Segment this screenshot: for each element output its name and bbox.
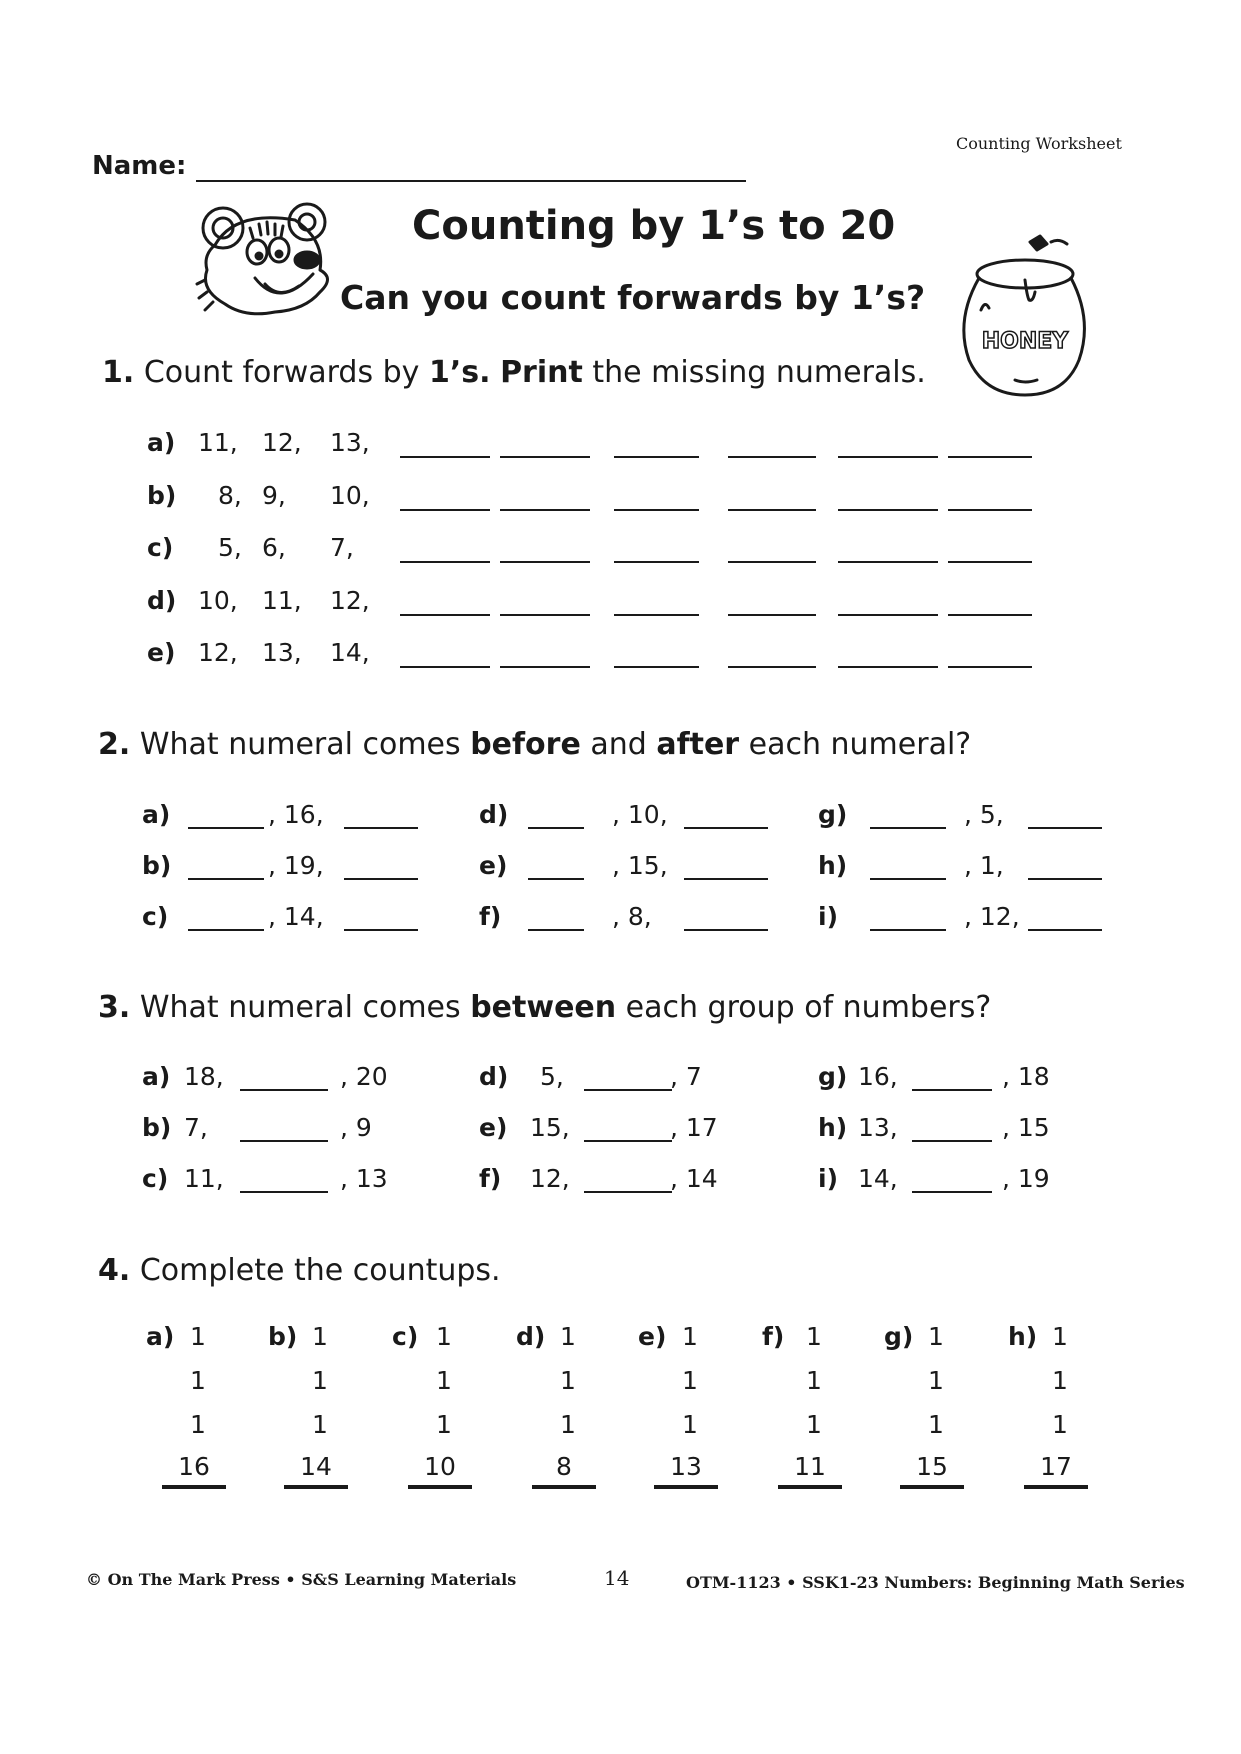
given-number: 10,	[330, 480, 370, 510]
first-number: 14,	[858, 1164, 898, 1193]
question-1: 1. Count forwards by 1’s. Print the missing numerals.	[102, 355, 926, 390]
name-label: Name:	[92, 151, 187, 181]
countup-number: 1	[806, 1322, 822, 1351]
answer-blank[interactable]	[948, 561, 1032, 563]
item-label: i)	[818, 1164, 838, 1193]
countup-number: 1	[682, 1322, 698, 1351]
between-blank[interactable]	[584, 1089, 672, 1091]
answer-blank[interactable]	[728, 666, 816, 668]
between-blank[interactable]	[912, 1140, 992, 1142]
item-label: h)	[818, 1113, 848, 1142]
countup-label: g)	[884, 1322, 914, 1351]
last-number: , 13	[340, 1164, 388, 1193]
countup-number: 1	[928, 1366, 944, 1395]
row-label: b)	[147, 480, 177, 510]
countup-number: 1	[806, 1366, 822, 1395]
answer-blank[interactable]	[838, 614, 938, 616]
honey-pot-illustration	[955, 230, 1095, 420]
after-blank[interactable]	[344, 929, 418, 931]
given-number: , 5,	[964, 800, 1004, 829]
item-label: f)	[479, 902, 502, 931]
answer-blank[interactable]	[838, 561, 938, 563]
given-number: 6,	[262, 533, 286, 562]
countup-label: a)	[146, 1322, 175, 1351]
row-label: d)	[147, 585, 177, 615]
item-label: a)	[142, 800, 171, 829]
countup-number: 1	[190, 1322, 206, 1351]
countup-label: c)	[392, 1322, 419, 1351]
countup-target: 14	[284, 1452, 348, 1489]
countup-number: 1	[560, 1366, 576, 1395]
row-label: e)	[147, 638, 176, 667]
answer-blank[interactable]	[614, 456, 699, 458]
first-number: 15,	[530, 1113, 570, 1142]
worksheet-type-label: Counting Worksheet	[956, 134, 1122, 153]
item-label: e)	[479, 1113, 508, 1142]
countup-number: 1	[1052, 1366, 1068, 1395]
countup-number: 1	[312, 1410, 328, 1439]
item-label: d)	[479, 800, 509, 829]
question-number: 1.	[102, 355, 135, 390]
last-number: , 18	[1002, 1062, 1050, 1091]
countup-number: 1	[560, 1410, 576, 1439]
between-blank[interactable]	[584, 1191, 672, 1193]
before-blank[interactable]	[528, 827, 584, 829]
countup-label: e)	[638, 1322, 667, 1351]
answer-blank[interactable]	[728, 614, 816, 616]
item-label: c)	[142, 902, 169, 931]
first-number: 16,	[858, 1062, 898, 1091]
given-number: 14,	[330, 638, 370, 667]
answer-blank[interactable]	[948, 456, 1032, 458]
first-number: 11,	[184, 1164, 224, 1193]
item-label: b)	[142, 1113, 172, 1142]
last-number: , 17	[670, 1113, 718, 1142]
before-blank[interactable]	[188, 929, 264, 931]
first-number: 7,	[184, 1113, 208, 1142]
last-number: , 19	[1002, 1164, 1050, 1193]
given-number: 11,	[262, 585, 302, 615]
item-label: e)	[479, 851, 508, 880]
countup-number: 1	[190, 1366, 206, 1395]
between-blank[interactable]	[912, 1089, 992, 1091]
before-blank[interactable]	[188, 827, 264, 829]
answer-blank[interactable]	[614, 666, 699, 668]
page-number: 14	[604, 1566, 630, 1590]
answer-blank[interactable]	[400, 561, 490, 563]
before-blank[interactable]	[528, 929, 584, 931]
answer-blank[interactable]	[500, 561, 590, 563]
countup-number: 1	[312, 1322, 328, 1351]
given-number: 9,	[262, 480, 286, 510]
after-blank[interactable]	[684, 929, 768, 931]
after-blank[interactable]	[684, 878, 768, 880]
answer-blank[interactable]	[948, 509, 1032, 511]
given-number: 10,	[198, 585, 238, 615]
bear-illustration	[195, 200, 335, 340]
countup-number: 1	[560, 1322, 576, 1351]
answer-blank[interactable]	[400, 614, 490, 616]
page-title: Counting by 1’s to 20	[412, 203, 896, 249]
row-label: a)	[147, 428, 176, 457]
given-number: , 15,	[612, 851, 668, 880]
answer-blank[interactable]	[728, 561, 816, 563]
between-blank[interactable]	[912, 1191, 992, 1193]
countup-number: 1	[190, 1410, 206, 1439]
item-label: i)	[818, 902, 838, 931]
answer-blank[interactable]	[500, 509, 590, 511]
answer-blank[interactable]	[728, 456, 816, 458]
countup-label: b)	[268, 1322, 298, 1351]
given-number: , 19,	[268, 851, 324, 880]
countup-label: f)	[762, 1322, 785, 1351]
answer-blank[interactable]	[400, 666, 490, 668]
last-number: , 14	[670, 1164, 718, 1193]
first-number: 13,	[858, 1113, 898, 1142]
between-blank[interactable]	[584, 1140, 672, 1142]
countup-number: 1	[806, 1410, 822, 1439]
last-number: , 7	[670, 1062, 702, 1091]
countup-number: 1	[1052, 1410, 1068, 1439]
item-label: f)	[479, 1164, 502, 1193]
given-number: , 16,	[268, 800, 324, 829]
answer-blank[interactable]	[614, 614, 699, 616]
question-4: 4. Complete the countups.	[98, 1253, 501, 1288]
given-number: 12,	[262, 428, 302, 457]
answer-blank[interactable]	[500, 456, 590, 458]
countup-number: 1	[928, 1410, 944, 1439]
answer-blank[interactable]	[614, 561, 699, 563]
given-number: 13,	[262, 638, 302, 667]
countup-target: 10	[408, 1452, 472, 1489]
before-blank[interactable]	[870, 929, 946, 931]
first-number: 18,	[184, 1062, 224, 1091]
name-line[interactable]	[196, 180, 746, 182]
after-blank[interactable]	[344, 827, 418, 829]
countup-number: 1	[682, 1366, 698, 1395]
item-label: b)	[142, 851, 172, 880]
before-blank[interactable]	[870, 878, 946, 880]
given-number: 12,	[198, 638, 238, 667]
given-number: , 12,	[964, 902, 1020, 931]
countup-number: 1	[312, 1366, 328, 1395]
item-label: h)	[818, 851, 848, 880]
after-blank[interactable]	[344, 878, 418, 880]
footer-series: OTM-1123 • SSK1-23 Numbers: Beginning Math Series	[686, 1573, 1185, 1592]
given-number: 8,	[218, 480, 242, 510]
answer-blank[interactable]	[948, 666, 1032, 668]
row-label: c)	[147, 533, 174, 562]
item-label: g)	[818, 800, 848, 829]
countup-number: 1	[436, 1410, 452, 1439]
countup-target: 17	[1024, 1452, 1088, 1489]
given-number: 13,	[330, 428, 370, 457]
countup-number: 1	[436, 1322, 452, 1351]
given-number: 11,	[198, 428, 238, 457]
countup-target: 11	[778, 1452, 842, 1489]
last-number: , 9	[340, 1113, 372, 1142]
countup-number: 1	[1052, 1322, 1068, 1351]
answer-blank[interactable]	[838, 456, 938, 458]
answer-blank[interactable]	[400, 456, 490, 458]
answer-blank[interactable]	[400, 509, 490, 511]
countup-target: 15	[900, 1452, 964, 1489]
question-number: 3.	[98, 990, 131, 1025]
after-blank[interactable]	[1028, 878, 1102, 880]
given-number: , 14,	[268, 902, 324, 931]
item-label: c)	[142, 1164, 169, 1193]
countup-label: d)	[516, 1322, 546, 1351]
given-number: 7,	[330, 533, 354, 562]
after-blank[interactable]	[1028, 929, 1102, 931]
given-number: , 1,	[964, 851, 1004, 880]
question-number: 2.	[98, 727, 131, 762]
answer-blank[interactable]	[614, 509, 699, 511]
honey-label: HONEY	[981, 329, 1069, 354]
answer-blank[interactable]	[500, 666, 590, 668]
given-number: 12,	[330, 585, 370, 615]
footer-copyright: © On The Mark Press • S&S Learning Materials	[86, 1570, 517, 1589]
countup-number: 1	[436, 1366, 452, 1395]
answer-blank[interactable]	[838, 509, 938, 511]
countup-target: 16	[162, 1452, 226, 1489]
between-blank[interactable]	[240, 1191, 328, 1193]
answer-blank[interactable]	[500, 614, 590, 616]
after-blank[interactable]	[684, 827, 768, 829]
question-2: 2. What numeral comes before and after each numeral?	[98, 727, 972, 762]
given-number: , 10,	[612, 800, 668, 829]
answer-blank[interactable]	[948, 614, 1032, 616]
page-subtitle: Can you count forwards by 1’s?	[340, 278, 926, 317]
countup-target: 13	[654, 1452, 718, 1489]
between-blank[interactable]	[240, 1140, 328, 1142]
before-blank[interactable]	[188, 878, 264, 880]
question-number: 4.	[98, 1253, 131, 1288]
question-3: 3. What numeral comes between each group of numbers?	[98, 990, 992, 1025]
countup-label: h)	[1008, 1322, 1038, 1351]
first-number: 12,	[530, 1164, 570, 1193]
given-number: 5,	[218, 533, 242, 562]
countup-target: 8	[532, 1452, 596, 1489]
countup-number: 1	[682, 1410, 698, 1439]
first-number: 5,	[540, 1062, 564, 1091]
before-blank[interactable]	[528, 878, 584, 880]
between-blank[interactable]	[240, 1089, 328, 1091]
item-label: d)	[479, 1062, 509, 1091]
after-blank[interactable]	[1028, 827, 1102, 829]
given-number: , 8,	[612, 902, 652, 931]
last-number: , 20	[340, 1062, 388, 1091]
answer-blank[interactable]	[728, 509, 816, 511]
before-blank[interactable]	[870, 827, 946, 829]
last-number: , 15	[1002, 1113, 1050, 1142]
countup-number: 1	[928, 1322, 944, 1351]
item-label: g)	[818, 1062, 848, 1091]
answer-blank[interactable]	[838, 666, 938, 668]
item-label: a)	[142, 1062, 171, 1091]
